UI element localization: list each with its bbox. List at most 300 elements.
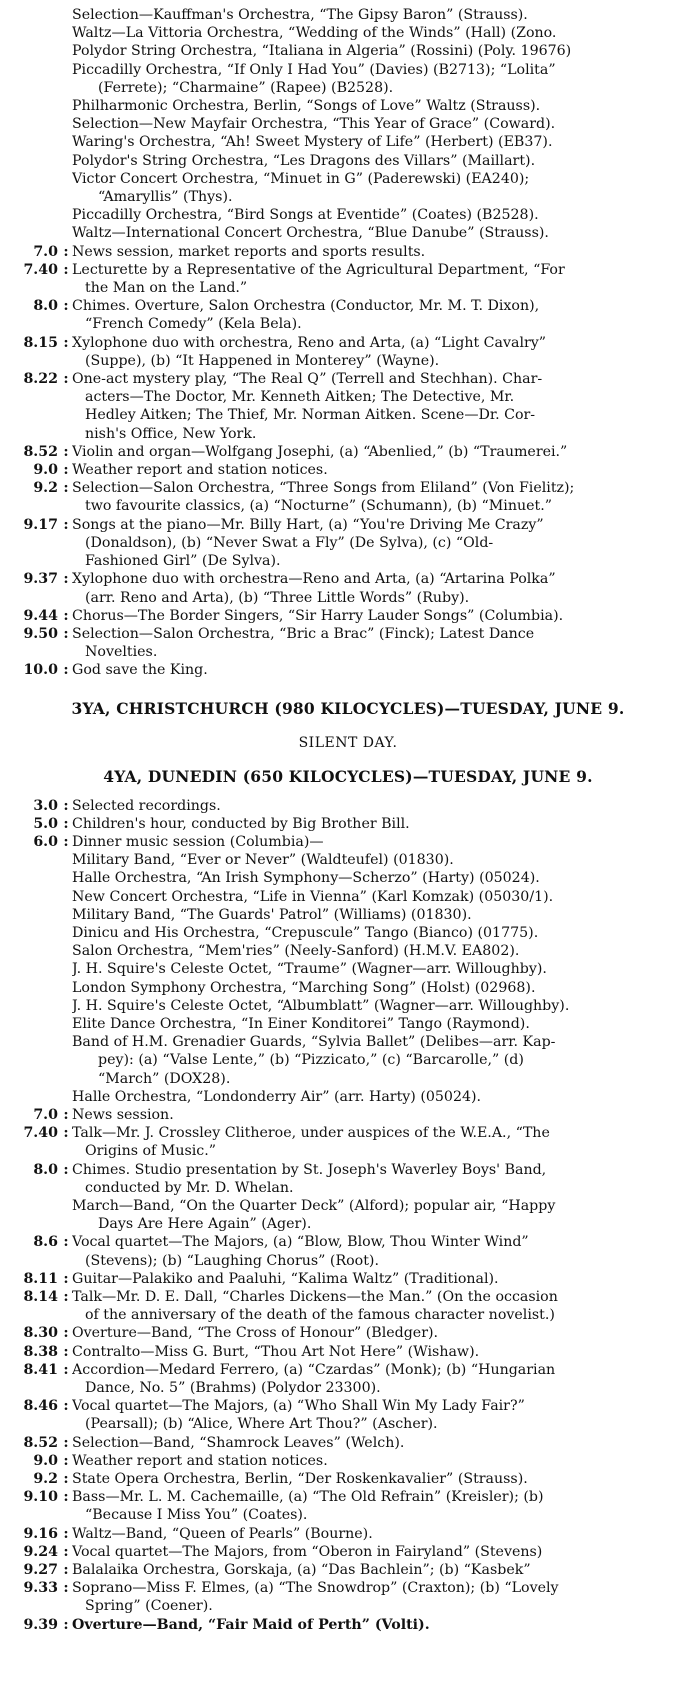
entry-time bbox=[14, 534, 60, 552]
entry-line bbox=[14, 833, 682, 851]
entry-line bbox=[14, 370, 682, 388]
entry-line bbox=[14, 1561, 682, 1579]
programme-entry bbox=[14, 1543, 682, 1561]
entry-text: Balalaika Orchestra, Gorskaja, (a) “Das Bachlein”; (b) “Kasbek” bbox=[72, 1562, 531, 1579]
time-separator bbox=[60, 552, 72, 570]
entry-time: 8.15 bbox=[23, 334, 58, 351]
programme-entry bbox=[14, 1324, 682, 1342]
programme-entry bbox=[14, 1470, 682, 1488]
sub-item-indent bbox=[14, 97, 72, 115]
time-separator bbox=[60, 388, 72, 406]
entry-text: Accordion—Medard Ferrero, (a) “Czardas” (Monk); (b) “Hungarian bbox=[72, 1361, 556, 1378]
entry-line bbox=[14, 516, 682, 534]
entry-line bbox=[14, 315, 682, 333]
entry-time bbox=[14, 1506, 60, 1524]
entry-time: 8.38 bbox=[23, 1343, 58, 1360]
sub-item-indent bbox=[14, 869, 72, 887]
time-separator: : bbox=[63, 1452, 69, 1469]
entry-line bbox=[14, 1470, 682, 1488]
entry-line bbox=[14, 1124, 682, 1142]
entry-time: 8.14 bbox=[23, 1289, 58, 1305]
time-separator: : bbox=[63, 298, 69, 315]
entry-text: Elite Dance Orchestra, “In Einer Konditorei” Tango (Raymond). bbox=[72, 1015, 530, 1032]
entry-time: 7.40 bbox=[23, 261, 58, 278]
entry-time: 8.52 bbox=[23, 443, 58, 460]
programme-entry bbox=[14, 370, 682, 443]
entry-time: 8.22 bbox=[23, 371, 58, 388]
sub-item-indent bbox=[14, 997, 72, 1015]
time-separator: : bbox=[63, 662, 69, 679]
entry-text: “Amaryllis” (Thys). bbox=[98, 189, 233, 206]
time-separator: : bbox=[63, 1398, 69, 1415]
programme-entry bbox=[14, 1488, 682, 1524]
programme-sub-item bbox=[14, 997, 682, 1015]
entry-line bbox=[14, 206, 682, 224]
time-separator: : bbox=[63, 1580, 69, 1597]
entry-text: Overture—Band, “The Cross of Honour” (Bledger). bbox=[72, 1325, 439, 1342]
continuation-indent bbox=[72, 589, 85, 607]
continuation-indent bbox=[72, 1306, 85, 1324]
entry-text: Dinner music session (Columbia)— bbox=[72, 833, 324, 850]
entry-line bbox=[14, 1397, 682, 1415]
entry-text: Xylophone duo with orchestra—Reno and Arta, (a) “Artarina Polka” bbox=[72, 571, 556, 588]
entry-text: conducted by Mr. D. Whelan. bbox=[85, 1179, 294, 1196]
programme-entry bbox=[14, 1288, 682, 1324]
entry-line bbox=[14, 115, 682, 133]
time-separator bbox=[60, 1597, 72, 1615]
continuation-indent bbox=[72, 1252, 85, 1270]
entry-text: Chorus—The Border Singers, “Sir Harry Lauder Songs” (Columbia). bbox=[72, 607, 564, 624]
time-separator bbox=[60, 315, 72, 333]
entry-line bbox=[14, 1142, 682, 1160]
continuation-indent bbox=[72, 1070, 98, 1088]
programme-sub-item bbox=[14, 960, 682, 978]
time-separator: : bbox=[63, 1234, 69, 1251]
sub-item-indent bbox=[14, 79, 72, 97]
programme-sub-item bbox=[14, 115, 682, 133]
sub-item-indent bbox=[14, 1033, 72, 1051]
entry-text: Songs at the piano—Mr. Billy Hart, (a) “You're Driving Me Crazy” bbox=[72, 516, 544, 533]
entry-text: (Stevens); (b) “Laughing Chorus” (Root). bbox=[85, 1252, 379, 1269]
time-separator bbox=[60, 1306, 72, 1324]
entry-line bbox=[14, 133, 682, 151]
sub-item-indent bbox=[14, 888, 72, 906]
entry-text: Violin and organ—Wolfgang Josephi, (a) “Abenlied,” (b) “Traumerei.” bbox=[72, 443, 568, 460]
entry-line bbox=[14, 79, 682, 97]
entry-text: New Concert Orchestra, “Life in Vienna” (Karl Komzak) (05030/1). bbox=[72, 888, 554, 905]
time-separator: : bbox=[63, 1543, 69, 1560]
sub-item-indent bbox=[14, 188, 72, 206]
entry-text: Piccadilly Orchestra, “If Only I Had You” (Davies) (B2713); “Lolita” bbox=[72, 61, 556, 78]
time-separator bbox=[60, 589, 72, 607]
entry-time: 8.0 bbox=[33, 1161, 58, 1178]
time-separator bbox=[60, 1379, 72, 1397]
entry-text: (Suppe), (b) “It Happened in Monterey” (Wayne). bbox=[85, 352, 440, 369]
entry-line bbox=[14, 815, 682, 833]
entry-time: 9.33 bbox=[23, 1580, 58, 1597]
entry-text: (Ferrete); “Charmaine” (Rapee) (B2528). bbox=[98, 79, 394, 96]
continuation-indent bbox=[72, 534, 85, 552]
sub-item-indent bbox=[14, 906, 72, 924]
sub-item-indent bbox=[14, 152, 72, 170]
programme-sub-item bbox=[14, 170, 682, 206]
entry-text: Vocal quartet—The Majors, from “Oberon in Fairyland” (Stevens) bbox=[72, 1543, 543, 1560]
entry-text: J. H. Squire's Celeste Octet, “Traume” (Wagner—arr. Willoughby). bbox=[72, 961, 547, 978]
time-separator: : bbox=[63, 1325, 69, 1342]
entry-time: 6.0 bbox=[33, 833, 58, 850]
entry-text: nish's Office, New York. bbox=[85, 425, 257, 442]
continuation-indent bbox=[72, 1597, 85, 1615]
entry-time bbox=[14, 1179, 60, 1197]
sub-item-indent bbox=[14, 1070, 72, 1088]
time-separator: : bbox=[63, 833, 69, 850]
programme-sub-item bbox=[14, 979, 682, 997]
entry-time bbox=[14, 1597, 60, 1615]
sub-item-indent bbox=[14, 924, 72, 942]
entry-text: London Symphony Orchestra, “Marching Song” (Holst) (02968). bbox=[72, 979, 536, 996]
sub-item-indent bbox=[14, 960, 72, 978]
entry-time bbox=[14, 643, 60, 661]
entry-time: 8.46 bbox=[23, 1398, 58, 1415]
programme-sub-item bbox=[14, 42, 682, 60]
programme-entry bbox=[14, 1561, 682, 1579]
entry-text: “French Comedy” (Kela Bela). bbox=[85, 316, 302, 333]
programme-sub-item bbox=[14, 888, 682, 906]
programme-sub-item bbox=[14, 224, 682, 242]
entry-text: Guitar—Palakiko and Paaluhi, “Kalima Waltz” (Traditional). bbox=[72, 1270, 499, 1287]
entry-time: 8.52 bbox=[23, 1434, 58, 1451]
entry-text: Piccadilly Orchestra, “Bird Songs at Eventide” (Coates) (B2528). bbox=[72, 207, 539, 224]
continuation-indent bbox=[72, 315, 85, 333]
sub-item-indent bbox=[14, 42, 72, 60]
entry-time: 9.2 bbox=[33, 1471, 58, 1488]
sub-item-indent bbox=[14, 1197, 72, 1215]
entry-text: Waltz—International Concert Orchestra, “Blue Danube” (Strauss). bbox=[72, 225, 549, 242]
entry-text: Dinicu and His Orchestra, “Crepuscule” Tango (Bianco) (01775). bbox=[72, 924, 539, 941]
entry-time: 8.41 bbox=[23, 1361, 58, 1378]
time-separator: : bbox=[63, 443, 69, 460]
entry-line bbox=[14, 297, 682, 315]
programme-entry bbox=[14, 607, 682, 625]
entry-text: Victor Concert Orchestra, “Minuet in G” (Paderewski) (EA240); bbox=[72, 170, 530, 187]
entry-time bbox=[14, 1379, 60, 1397]
continuation-indent bbox=[72, 643, 85, 661]
entry-line bbox=[14, 607, 682, 625]
entry-line bbox=[14, 906, 682, 924]
continuation-indent bbox=[72, 1415, 85, 1433]
sub-item-indent bbox=[14, 133, 72, 151]
entry-text: Novelties. bbox=[85, 644, 158, 661]
entry-text: Philharmonic Orchestra, Berlin, “Songs of Love” Waltz (Strauss). bbox=[72, 98, 541, 115]
entry-line bbox=[14, 1215, 682, 1233]
time-separator bbox=[60, 1179, 72, 1197]
entry-line bbox=[14, 625, 682, 643]
time-separator bbox=[60, 1142, 72, 1160]
entry-text: Military Band, “The Guards' Patrol” (Williams) (01830). bbox=[72, 906, 472, 923]
entry-line bbox=[14, 869, 682, 887]
programme-sub-item bbox=[14, 206, 682, 224]
sub-item-indent bbox=[14, 115, 72, 133]
entry-line bbox=[14, 1343, 682, 1361]
entry-line bbox=[14, 152, 682, 170]
programme-entry bbox=[14, 297, 682, 333]
entry-line bbox=[14, 334, 682, 352]
entry-text: Spring” (Coener). bbox=[85, 1598, 213, 1615]
entry-text: Selection—New Mayfair Orchestra, “This Year of Grace” (Coward). bbox=[72, 116, 556, 133]
entry-time: 7.0 bbox=[33, 1106, 58, 1123]
entry-time: 9.27 bbox=[23, 1562, 58, 1579]
entry-line bbox=[14, 1051, 682, 1069]
entry-text: Contralto—Miss G. Burt, “Thou Art Not Here” (Wishaw). bbox=[72, 1343, 480, 1360]
entry-text: Polydor String Orchestra, “Italiana in Algeria” (Rossini) (Poly. 19676) bbox=[72, 43, 572, 60]
entry-line bbox=[14, 1306, 682, 1324]
entry-time: 8.6 bbox=[33, 1234, 58, 1251]
programme-sub-item bbox=[14, 906, 682, 924]
entry-time: 8.0 bbox=[33, 298, 58, 315]
programme-entry bbox=[14, 1361, 682, 1397]
entry-time bbox=[14, 497, 60, 515]
entry-text: Selected recordings. bbox=[72, 797, 221, 814]
entry-line bbox=[14, 851, 682, 869]
entry-text: Weather report and station notices. bbox=[72, 1452, 328, 1469]
programme-entry bbox=[14, 797, 682, 815]
time-separator bbox=[60, 425, 72, 443]
entry-text: Halle Orchestra, “Londonderry Air” (arr. Harty) (05024). bbox=[72, 1088, 482, 1105]
programme-entry bbox=[14, 1579, 682, 1615]
time-separator: : bbox=[63, 1161, 69, 1178]
entry-text: Polydor's String Orchestra, “Les Dragons des Villars” (Maillart). bbox=[72, 152, 536, 169]
entry-text: Talk—Mr. D. E. Dall, “Charles Dickens—the Man.” (On the occasion bbox=[72, 1289, 558, 1305]
sub-item-indent bbox=[14, 1088, 72, 1106]
programme-entry bbox=[14, 461, 682, 479]
programme-entry bbox=[14, 570, 682, 606]
programme-entry bbox=[14, 1343, 682, 1361]
programme-entry bbox=[14, 1233, 682, 1269]
entry-line bbox=[14, 1579, 682, 1597]
entry-line bbox=[14, 1434, 682, 1452]
4ya-programme bbox=[14, 797, 682, 1634]
programme-entry bbox=[14, 1616, 682, 1634]
entry-line bbox=[14, 1415, 682, 1433]
time-separator bbox=[60, 279, 72, 297]
entry-line bbox=[14, 1597, 682, 1615]
entry-text: March—Band, “On the Quarter Deck” (Alford); popular air, “Happy bbox=[72, 1197, 556, 1214]
entry-time: 9.0 bbox=[33, 462, 58, 479]
entry-time: 9.44 bbox=[23, 607, 58, 624]
time-separator bbox=[60, 643, 72, 661]
time-separator: : bbox=[63, 1434, 69, 1451]
programme-sub-item bbox=[14, 152, 682, 170]
programme-sub-item bbox=[14, 61, 682, 97]
entry-text: Chimes. Studio presentation by St. Joseph's Waverley Boys' Band, bbox=[72, 1161, 547, 1178]
sub-item-indent bbox=[14, 1215, 72, 1233]
entry-time: 9.39 bbox=[23, 1616, 58, 1633]
entry-line bbox=[14, 443, 682, 461]
entry-line bbox=[14, 570, 682, 588]
entry-line bbox=[14, 1616, 682, 1634]
programme-entry bbox=[14, 479, 682, 515]
entry-line bbox=[14, 1106, 682, 1124]
entry-text: pey): (a) “Valse Lente,” (b) “Pizzicato,” (c) “Barcarolle,” (d) bbox=[98, 1052, 524, 1069]
entry-line bbox=[14, 797, 682, 815]
entry-text: Dance, No. 5” (Brahms) (Polydor 23300). bbox=[85, 1380, 381, 1397]
entry-line bbox=[14, 552, 682, 570]
entry-time: 8.11 bbox=[23, 1270, 58, 1287]
programme-entry bbox=[14, 1434, 682, 1452]
entry-line bbox=[14, 1252, 682, 1270]
entry-text: God save the King. bbox=[72, 662, 208, 679]
time-separator: : bbox=[63, 462, 69, 479]
entry-text: Talk—Mr. J. Crossley Clitheroe, under auspices of the W.E.A., “The bbox=[72, 1125, 550, 1142]
programme-entry bbox=[14, 1124, 682, 1160]
entry-text: Weather report and station notices. bbox=[72, 462, 328, 479]
entry-text: (Donaldson), (b) “Never Swat a Fly” (De Sylva), (c) “Old- bbox=[85, 534, 494, 551]
sub-item-indent bbox=[14, 61, 72, 79]
continuation-indent bbox=[72, 552, 85, 570]
time-separator bbox=[60, 534, 72, 552]
continuation-indent bbox=[72, 352, 85, 370]
entry-line bbox=[14, 388, 682, 406]
entry-text: Band of H.M. Grenadier Guards, “Sylvia Ballet” (Delibes—arr. Kap- bbox=[72, 1034, 556, 1051]
programme-entry bbox=[14, 1452, 682, 1470]
continuation-indent bbox=[72, 1215, 98, 1233]
entry-text: two favourite classics, (a) “Nocturne” (Schumann), (b) “Minuet.” bbox=[85, 498, 552, 515]
time-separator: : bbox=[63, 1525, 69, 1542]
time-separator: : bbox=[63, 1125, 69, 1142]
time-separator: : bbox=[63, 1270, 69, 1287]
sub-item-indent bbox=[14, 206, 72, 224]
heading-3ya-christchurch: 3YA, CHRISTCHURCH (980 KILOCYCLES)—TUESDAY, JUNE 9. bbox=[71, 698, 625, 718]
entry-time bbox=[14, 425, 60, 443]
entry-text: “Because I Miss You” (Coates). bbox=[85, 1507, 308, 1524]
entry-time bbox=[14, 1415, 60, 1433]
entry-line bbox=[14, 24, 682, 42]
entry-text: Waltz—Band, “Queen of Pearls” (Bourne). bbox=[72, 1525, 373, 1542]
entry-time: 8.30 bbox=[23, 1325, 58, 1342]
entry-line bbox=[14, 924, 682, 942]
entry-line bbox=[14, 997, 682, 1015]
time-separator bbox=[60, 1252, 72, 1270]
entry-time bbox=[14, 1252, 60, 1270]
time-separator: : bbox=[63, 516, 69, 533]
entry-text: Waltz—La Vittoria Orchestra, “Wedding of the Winds” (Hall) (Zono. bbox=[72, 25, 557, 42]
entry-time bbox=[14, 589, 60, 607]
entry-line bbox=[14, 1506, 682, 1524]
entry-time: 9.50 bbox=[23, 625, 58, 642]
time-separator: : bbox=[63, 607, 69, 624]
entry-text: acters—The Doctor, Mr. Kenneth Aitken; The Detective, Mr. bbox=[85, 389, 515, 406]
entry-text: Lecturette by a Representative of the Agricultural Department, “For bbox=[72, 261, 565, 278]
entry-text: the Man on the Land.” bbox=[85, 280, 248, 297]
time-separator: : bbox=[63, 1106, 69, 1123]
sub-item-indent bbox=[14, 170, 72, 188]
entry-text: Soprano—Miss F. Elmes, (a) “The Snowdrop” (Craxton); (b) “Lovely bbox=[72, 1580, 559, 1597]
entry-text: Overture—Band, “Fair Maid of Perth” (Volti). bbox=[72, 1616, 430, 1633]
entry-line bbox=[14, 1270, 682, 1288]
entry-line bbox=[14, 461, 682, 479]
programme-entry bbox=[14, 1270, 682, 1288]
entry-line bbox=[14, 888, 682, 906]
time-separator: : bbox=[63, 1471, 69, 1488]
entry-line bbox=[14, 352, 682, 370]
entry-line bbox=[14, 1161, 682, 1179]
entry-text: Vocal quartet—The Majors, (a) “Blow, Blow, Thou Winter Wind” bbox=[72, 1234, 529, 1251]
time-separator bbox=[60, 1415, 72, 1433]
entry-line bbox=[14, 224, 682, 242]
entry-line bbox=[14, 1452, 682, 1470]
entry-line bbox=[14, 425, 682, 443]
entry-text: Selection—Salon Orchestra, “Three Songs from Eliland” (Von Fielitz); bbox=[72, 480, 575, 497]
sub-item-indent bbox=[14, 851, 72, 869]
entry-text: One-act mystery play, “The Real Q” (Terrell and Stechhan). Char- bbox=[72, 371, 543, 388]
entry-line bbox=[14, 1324, 682, 1342]
continuation-indent bbox=[72, 1379, 85, 1397]
time-separator: : bbox=[63, 1361, 69, 1378]
entry-time: 9.17 bbox=[23, 516, 58, 533]
entry-time: 9.24 bbox=[23, 1543, 58, 1560]
sub-item-indent bbox=[14, 979, 72, 997]
entry-time bbox=[14, 1306, 60, 1324]
programme-entry bbox=[14, 1106, 682, 1124]
continuation-indent bbox=[72, 388, 85, 406]
programme-sub-item bbox=[14, 869, 682, 887]
time-separator: : bbox=[63, 261, 69, 278]
entry-line bbox=[14, 1488, 682, 1506]
entry-text: Days Are Here Again” (Ager). bbox=[98, 1216, 312, 1233]
continuation-indent bbox=[72, 188, 98, 206]
3ya-programme-continued bbox=[14, 6, 682, 680]
entry-text: Bass—Mr. L. M. Cachemaille, (a) “The Old Refrain” (Kreisler); (b) bbox=[72, 1489, 544, 1506]
entry-line bbox=[14, 589, 682, 607]
entry-time bbox=[14, 352, 60, 370]
programme-sub-item bbox=[14, 6, 682, 24]
time-separator: : bbox=[63, 571, 69, 588]
programme-sub-item bbox=[14, 1088, 682, 1106]
entry-time: 5.0 bbox=[33, 815, 58, 832]
entry-text: Selection—Band, “Shamrock Leaves” (Welch). bbox=[72, 1434, 405, 1451]
entry-time: 9.10 bbox=[23, 1489, 58, 1506]
entry-line bbox=[14, 1233, 682, 1251]
programme-entry bbox=[14, 261, 682, 297]
entry-text: J. H. Squire's Celeste Octet, “Albumblatt” (Wagner—arr. Willoughby). bbox=[72, 997, 570, 1014]
entry-line bbox=[14, 942, 682, 960]
time-separator: : bbox=[63, 1343, 69, 1360]
entry-line bbox=[14, 188, 682, 206]
entry-line bbox=[14, 1088, 682, 1106]
entry-time: 9.16 bbox=[23, 1525, 58, 1542]
entry-time bbox=[14, 388, 60, 406]
entry-line bbox=[14, 1033, 682, 1051]
time-separator: : bbox=[63, 625, 69, 642]
entry-line bbox=[14, 1070, 682, 1088]
entry-time: 9.0 bbox=[33, 1452, 58, 1469]
time-separator bbox=[60, 352, 72, 370]
entry-line bbox=[14, 42, 682, 60]
time-separator: : bbox=[63, 243, 69, 260]
silent-day-notice: SILENT DAY. bbox=[298, 734, 398, 751]
programme-entry bbox=[14, 815, 682, 833]
programme-sub-item bbox=[14, 97, 682, 115]
entry-text: Salon Orchestra, “Mem'ries” (Neely-Sanford) (H.M.V. EA802). bbox=[72, 943, 520, 960]
time-separator bbox=[60, 1506, 72, 1524]
continuation-indent bbox=[72, 79, 98, 97]
time-separator: : bbox=[63, 480, 69, 497]
entry-line bbox=[14, 1197, 682, 1215]
continuation-indent bbox=[72, 1142, 85, 1160]
entry-text: Military Band, “Ever or Never” (Waldteufel) (01830). bbox=[72, 852, 454, 869]
time-separator bbox=[60, 497, 72, 515]
continuation-indent bbox=[72, 497, 85, 515]
